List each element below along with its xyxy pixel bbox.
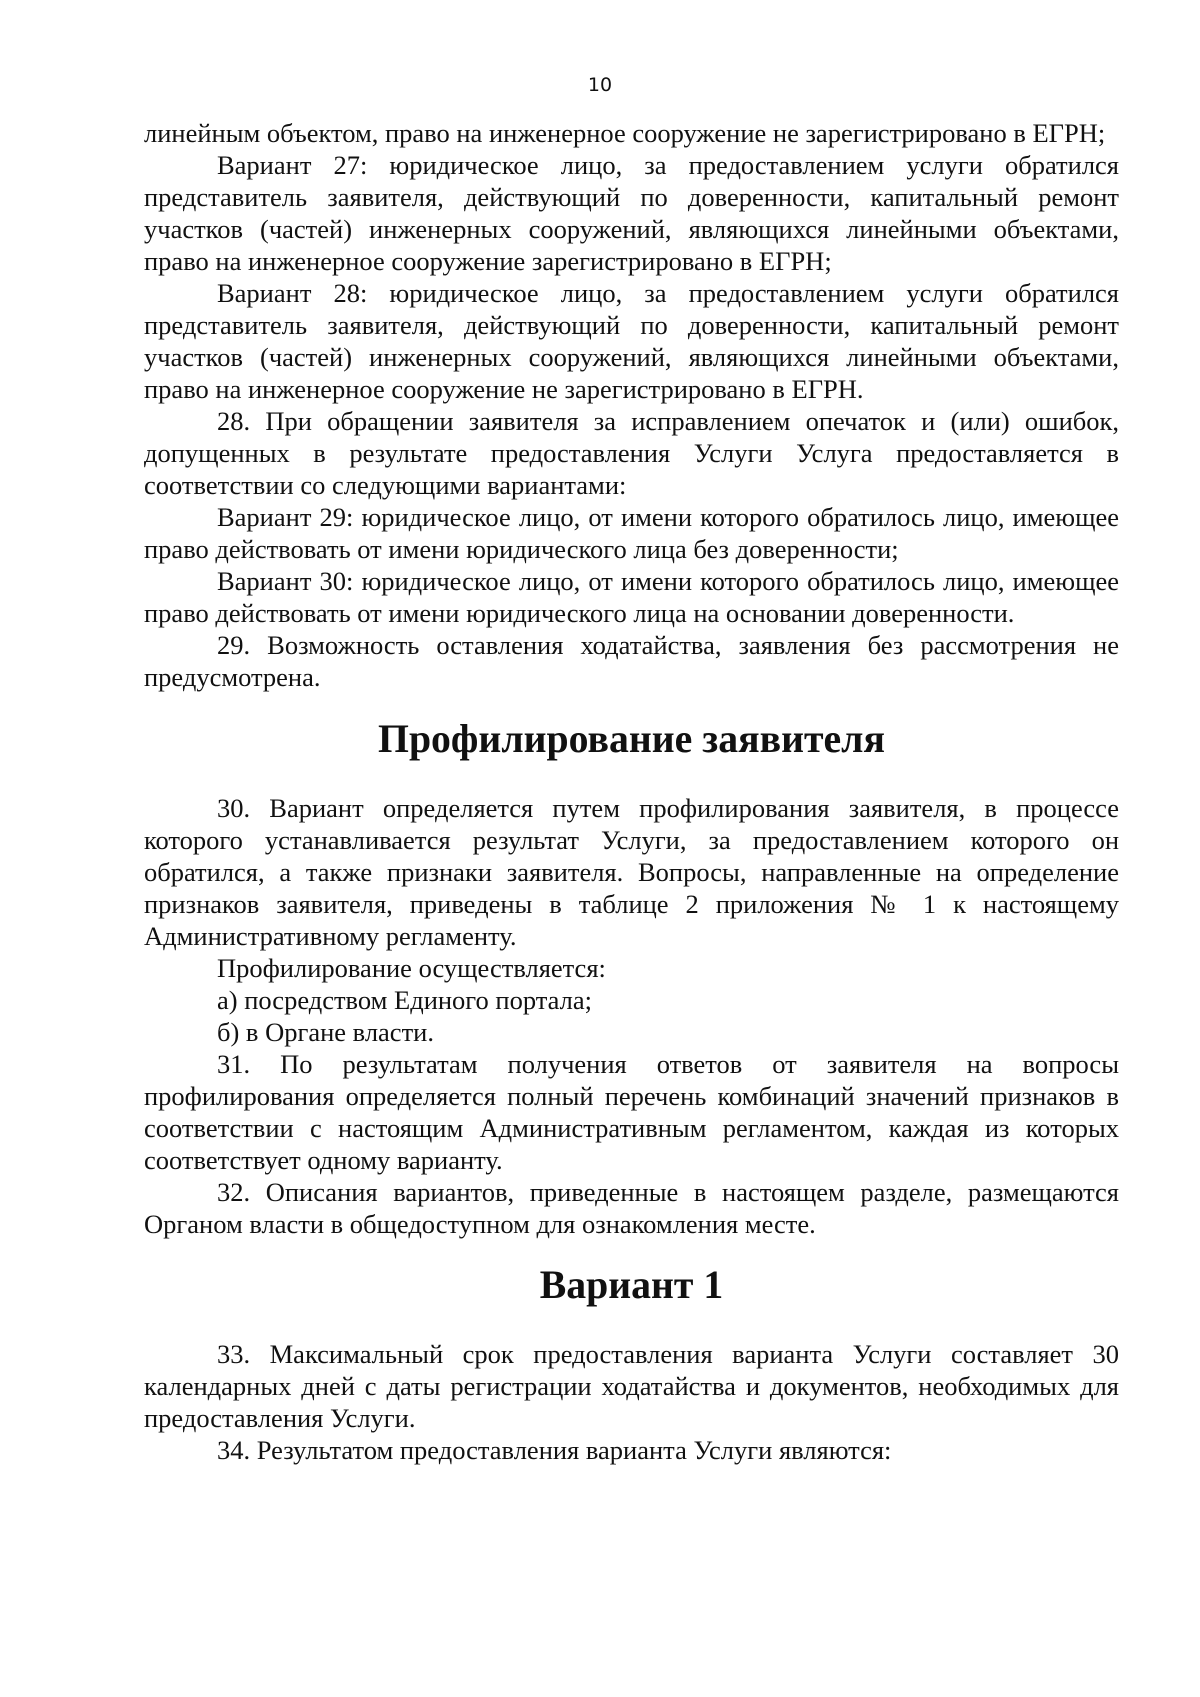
paragraph-item-28: 28. При обращении заявителя за исправлением опечаток и (или) ошибок, допущенных в результате предоставления Услуги Услуга предоставляется в соответствии со следующими вариантами:	[144, 406, 1119, 500]
list-item-b: б) в Органе власти.	[217, 1017, 434, 1047]
paragraph-item-30: 30. Вариант определяется путем профилирования заявителя, в процессе которого устанавливается результат Услуги, за предоставлением которого он обратился, а также признаки заявителя. Вопросы, направленные на определение признаков заявителя, приведены в таблице 2 приложения № 1 к настоящему Административному регламенту.	[144, 793, 1119, 951]
paragraph-item-29: 29. Возможность оставления ходатайства, заявления без рассмотрения не предусмотрена.	[144, 630, 1119, 692]
document-body	[144, 117, 1119, 1466]
paragraph-item-34: 34. Результатом предоставления варианта Услуги являются:	[217, 1435, 892, 1465]
section-heading-variant-1: Вариант 1	[539, 1263, 724, 1307]
paragraph-variant-27: Вариант 27: юридическое лицо, за предоставлением услуги обратился представитель заявителя, действующий по доверенности, капитальный ремонт участков (частей) инженерных сооружений, являющихся линейными объектами, право на инженерное сооружение зарегистрировано в ЕГРН;	[144, 150, 1119, 276]
paragraph-item-31: 31. По результатам получения ответов от заявителя на вопросы профилирования определяется полный перечень комбинаций значений признаков в соответствии с настоящим Административным регламентом, каждая из которых соответствует одному варианту.	[144, 1049, 1119, 1175]
paragraph-profiling-intro: Профилирование осуществляется:	[217, 953, 606, 983]
paragraph-item-32: 32. Описания вариантов, приведенные в настоящем разделе, размещаются Органом власти в общедоступном для ознакомления месте.	[144, 1177, 1119, 1239]
paragraph-continuation: линейным объектом, право на инженерное сооружение не зарегистрировано в ЕГРН;	[144, 118, 1106, 148]
list-item-a: а) посредством Единого портала;	[217, 985, 592, 1015]
section-heading-profiling: Профилирование заявителя	[378, 717, 885, 761]
paragraph-item-33: 33. Максимальный срок предоставления варианта Услуги составляет 30 календарных дней с даты регистрации ходатайства и документов, необходимых для предоставления Услуги.	[144, 1339, 1119, 1433]
paragraph-variant-28: Вариант 28: юридическое лицо, за предоставлением услуги обратился представитель заявителя, действующий по доверенности, капитальный ремонт участков (частей) инженерных сооружений, являющихся линейными объектами, право на инженерное сооружение не зарегистрировано в ЕГРН.	[144, 278, 1119, 404]
paragraph-variant-30: Вариант 30: юридическое лицо, от имени которого обратилось лицо, имеющее право действовать от имени юридического лица на основании доверенности.	[144, 566, 1119, 628]
page-number: 10	[587, 74, 613, 96]
paragraph-variant-29: Вариант 29: юридическое лицо, от имени которого обратилось лицо, имеющее право действовать от имени юридического лица без доверенности;	[144, 502, 1119, 564]
